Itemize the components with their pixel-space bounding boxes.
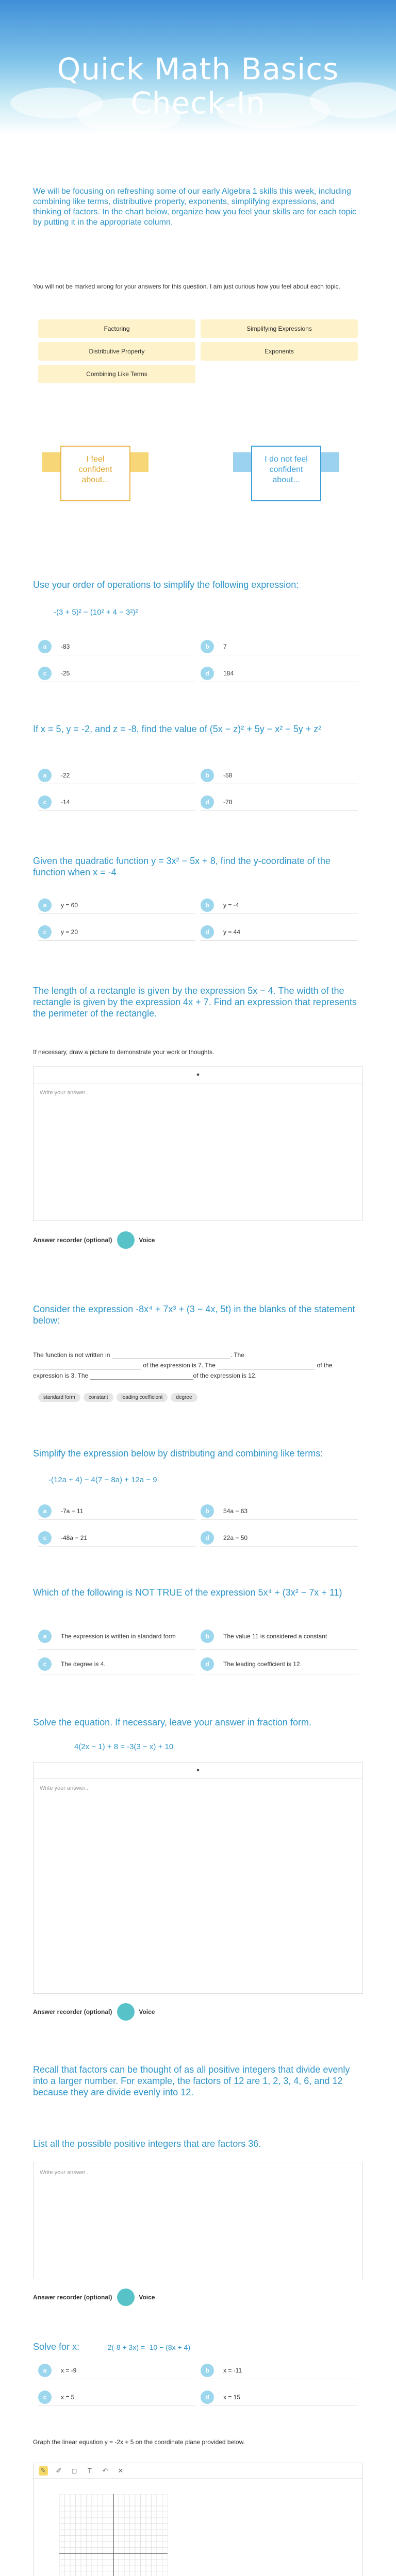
- option-letter: c: [38, 1657, 52, 1671]
- q3-option-c[interactable]: [38, 923, 195, 941]
- q3-option-a[interactable]: [38, 896, 195, 914]
- option-letter: d: [201, 1531, 214, 1545]
- option-text: x = -11: [223, 2366, 242, 2374]
- q8-answer-box[interactable]: [33, 1762, 363, 1994]
- option-letter: d: [201, 2391, 214, 2404]
- option-letter: a: [38, 899, 52, 912]
- category-chip-distributive[interactable]: Distributive Property: [38, 342, 195, 361]
- option-letter: b: [201, 2364, 214, 2377]
- option-text: -78: [223, 798, 233, 806]
- q5-blank-4[interactable]: [90, 1374, 193, 1380]
- option-text: 22a − 50: [223, 1534, 248, 1541]
- q10-expression: -2(-8 + 3x) = -10 − (8x + 4): [105, 2343, 191, 2351]
- option-letter: d: [201, 925, 214, 939]
- category-chip-combining[interactable]: Combining Like Terms: [38, 365, 195, 383]
- q7-option-d[interactable]: [201, 1654, 358, 1674]
- category-chip-factoring[interactable]: Factoring: [38, 319, 195, 338]
- recorder-label: Answer recorder (optional): [33, 1236, 112, 1244]
- option-letter: c: [38, 925, 52, 939]
- option-text: -14: [61, 798, 70, 806]
- q5-statement-line1: [33, 1351, 363, 1359]
- option-text: y = -4: [223, 901, 239, 909]
- q6-option-d[interactable]: [201, 1529, 358, 1547]
- q5-text: of the expression is 12.: [193, 1372, 257, 1379]
- q6-expression: -(12a + 4) − 4(7 − 8a) + 12a − 9: [48, 1476, 157, 1484]
- trash-icon[interactable]: ✕: [118, 2466, 124, 2475]
- q6-option-c[interactable]: [38, 1529, 195, 1547]
- q5-prompt: Consider the expression -8x⁴ + 7x³ + (3 − 4x, 5t) in the blanks of the statement below:: [33, 1304, 355, 1326]
- recorder-label: Answer recorder (optional): [33, 2008, 112, 2015]
- q2-option-d[interactable]: [201, 793, 358, 811]
- q3-prompt: Given the quadratic function y = 3x² − 5x + 8, find the y-coordinate of the function when x = -4: [33, 856, 331, 877]
- page-title: Quick Math Basics: [57, 52, 339, 87]
- q7-option-b[interactable]: [201, 1623, 358, 1650]
- text-toolbar[interactable]: •: [34, 1067, 362, 1083]
- q5-blank-1[interactable]: [112, 1353, 230, 1359]
- q4-prompt: The length of a rectangle is given by the expression 5x − 4. The width of the rectangle is given by the expression 4x + 7. Find an expression that represents the perimeter of the rectangle.: [33, 986, 357, 1019]
- option-letter: c: [38, 667, 52, 680]
- option-letter: d: [201, 667, 214, 680]
- option-text: y = 60: [61, 901, 78, 909]
- q5-text: of the expression is 7. The: [143, 1362, 216, 1369]
- eraser-icon[interactable]: ◻: [71, 2466, 77, 2475]
- recorder-label: Answer recorder (optional): [33, 2294, 112, 2301]
- option-letter: a: [38, 769, 52, 782]
- option-text: -22: [61, 771, 70, 779]
- option-text: -48a − 21: [61, 1534, 88, 1541]
- intro-note: You will not be marked wrong for your answers for this question. I am just curious how you feel about each topic.: [33, 283, 340, 290]
- word-chip[interactable]: standard form: [38, 1393, 80, 1402]
- option-text: y = 20: [61, 928, 78, 936]
- q6-option-b[interactable]: [201, 1502, 358, 1520]
- option-text: -25: [61, 669, 70, 677]
- word-chip[interactable]: leading coefficient: [117, 1393, 168, 1402]
- highlighter-icon[interactable]: ✐: [56, 2466, 62, 2475]
- draw-toolbar: [34, 2463, 362, 2479]
- q4-note: If necessary, draw a picture to demonstrate your work or thoughts.: [33, 1048, 214, 1056]
- option-letter: d: [201, 1657, 214, 1671]
- confident-label: I feel confident about...: [78, 455, 112, 484]
- option-text: The degree is 4.: [61, 1660, 106, 1668]
- option-text: The leading coefficient is 12.: [223, 1660, 302, 1668]
- category-chip-exponents[interactable]: Exponents: [201, 342, 358, 361]
- q4-answer-recorder[interactable]: [33, 1231, 155, 1249]
- q10-prompt: [33, 2341, 363, 2353]
- option-text: x = 5: [61, 2393, 75, 2401]
- q1-prompt: Use your order of operations to simplify the following expression:: [33, 580, 299, 590]
- q7-option-a[interactable]: [38, 1623, 195, 1650]
- q7-option-c[interactable]: [38, 1654, 195, 1674]
- page-title-line2: Check-In: [130, 86, 266, 121]
- intro-prompt: We will be focusing on refreshing some of our early Algebra 1 skills this week, including combining like terms, distributive property, exponents, simplifying expressions, and thinking of factors. In the chart below, organize how you feel your skills are for each topic by putting it in the appropriate column.: [33, 187, 356, 227]
- q10-graph-canvas[interactable]: [33, 2463, 363, 2576]
- q4-answer-placeholder: Write your answer...: [40, 1090, 90, 1096]
- text-tool-icon[interactable]: T: [88, 2467, 92, 2475]
- not-confident-label: I do not feel confident about...: [265, 455, 308, 484]
- q3-option-b[interactable]: [201, 896, 358, 914]
- q7-prompt: Which of the following is NOT TRUE of the expression 5x⁴ + (3x² − 7x + 11): [33, 1587, 342, 1598]
- option-text: x = 15: [223, 2393, 241, 2401]
- q6-prompt: Simplify the expression below by distributing and combining like terms:: [33, 1448, 323, 1459]
- voice-record-icon[interactable]: [117, 2003, 135, 2021]
- q2-option-a[interactable]: [38, 767, 195, 784]
- q2-prompt: If x = 5, y = -2, and z = -8, find the value of (5x − z)² + 5y − x² − 5y + z²: [33, 724, 322, 734]
- not-confident-column[interactable]: [232, 443, 340, 505]
- category-chip-simplifying[interactable]: Simplifying Expressions: [201, 319, 358, 338]
- q2-option-c[interactable]: [38, 793, 195, 811]
- option-letter: a: [38, 1630, 52, 1643]
- q5-word-bank: [38, 1393, 197, 1402]
- word-chip[interactable]: constant: [84, 1393, 113, 1402]
- q10-graph-note: Graph the linear equation y = -2x + 5 on the coordinate plane provided below.: [33, 2438, 245, 2446]
- q10-option-b[interactable]: [201, 2362, 358, 2379]
- coordinate-grid: [59, 2494, 168, 2576]
- option-letter: b: [201, 769, 214, 782]
- q6-option-a[interactable]: [38, 1502, 195, 1520]
- q4-answer-box[interactable]: [33, 1066, 363, 1221]
- q5-text: expression is 3. The: [33, 1372, 89, 1379]
- voice-label: Voice: [139, 2294, 155, 2301]
- q10-option-d[interactable]: [201, 2388, 358, 2406]
- q8-prompt: Solve the equation. If necessary, leave your answer in fraction form.: [33, 1717, 311, 1727]
- undo-icon[interactable]: ↶: [102, 2466, 108, 2475]
- q1-option-d[interactable]: [201, 665, 358, 682]
- voice-label: Voice: [139, 2008, 155, 2015]
- q5-blank-3[interactable]: [217, 1363, 315, 1369]
- q8-answer-placeholder: Write your answer...: [40, 1785, 90, 1791]
- text-toolbar[interactable]: •: [34, 1762, 362, 1779]
- q5-text: The function is not written in: [33, 1351, 110, 1359]
- q3-option-d[interactable]: [201, 923, 358, 941]
- q1-option-b[interactable]: [201, 638, 358, 655]
- q1-option-c[interactable]: [38, 665, 195, 682]
- confident-column[interactable]: [41, 443, 150, 505]
- hero-banner: [0, 0, 396, 134]
- q5-blank-2[interactable]: [33, 1363, 141, 1369]
- option-letter: b: [201, 899, 214, 912]
- pencil-icon[interactable]: ✎: [39, 2466, 48, 2476]
- q8-expression: 4(2x − 1) + 8 = -3(3 − x) + 10: [74, 1742, 174, 1751]
- voice-record-icon[interactable]: [117, 1231, 135, 1249]
- option-text: x = -9: [61, 2366, 77, 2374]
- q10-option-a[interactable]: [38, 2362, 195, 2379]
- option-letter: c: [38, 2391, 52, 2404]
- option-letter: c: [38, 795, 52, 809]
- q10-prompt-text: Solve for x:: [33, 2342, 80, 2352]
- q5-text: of the: [317, 1362, 333, 1369]
- voice-record-icon[interactable]: [117, 2289, 135, 2306]
- option-text: -83: [61, 642, 70, 650]
- q2-option-b[interactable]: [201, 767, 358, 784]
- option-text: 54a − 63: [223, 1507, 248, 1515]
- q9-answer-box[interactable]: [33, 2162, 363, 2279]
- q8-answer-recorder[interactable]: [33, 2003, 155, 2021]
- option-letter: b: [201, 1504, 214, 1518]
- option-letter: a: [38, 1504, 52, 1518]
- option-text: -7a − 11: [61, 1507, 84, 1515]
- q9-prompt2: List all the possible positive integers that are factors 36.: [33, 2139, 261, 2149]
- word-chip[interactable]: degree: [171, 1393, 197, 1402]
- option-letter: a: [38, 2364, 52, 2377]
- option-letter: b: [201, 1630, 214, 1643]
- q5-text: . The: [230, 1351, 244, 1359]
- q5-statement-line3: [33, 1371, 363, 1380]
- q1-option-a[interactable]: [38, 638, 195, 655]
- q9-answer-recorder[interactable]: [33, 2289, 155, 2306]
- option-text: y = 44: [223, 928, 241, 936]
- option-text: 7: [223, 642, 227, 650]
- q9-prompt: Recall that factors can be thought of as all positive integers that divide evenly into a larger number. For example, the factors of 12 are 1, 2, 3, 4, 6, and 12 because they are divide evenly into 12.: [33, 2064, 350, 2097]
- option-text: The value 11 is considered a constant: [223, 1632, 327, 1640]
- option-letter: b: [201, 640, 214, 653]
- option-text: -58: [223, 771, 233, 779]
- q9-answer-placeholder: Write your answer...: [40, 2170, 90, 2176]
- voice-label: Voice: [139, 1236, 155, 1244]
- q1-expression: -(3 + 5)² − (10² + 4 − 3²)²: [54, 608, 138, 617]
- option-letter: a: [38, 640, 52, 653]
- q5-statement-line2: [33, 1361, 363, 1369]
- option-letter: c: [38, 1531, 52, 1545]
- option-text: 184: [223, 669, 234, 677]
- q10-option-c[interactable]: [38, 2388, 195, 2406]
- option-text: The expression is written in standard form: [61, 1632, 176, 1640]
- option-letter: d: [201, 795, 214, 809]
